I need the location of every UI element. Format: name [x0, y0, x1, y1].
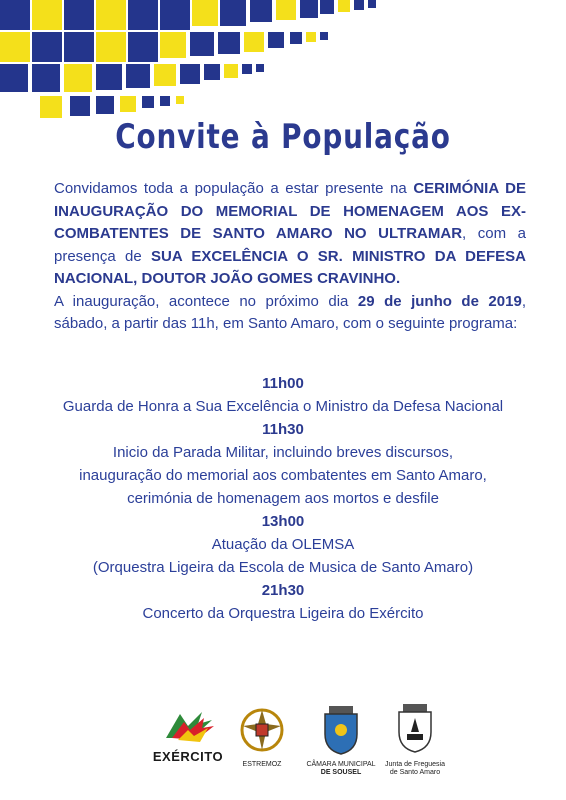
mosaic-square — [306, 32, 316, 42]
program-schedule — [0, 372, 566, 625]
program-line: inauguração do memorial aos combatentes em Santo Amaro, — [79, 467, 487, 484]
intro-text-span: A inauguração, acontece no próximo dia — [54, 292, 358, 310]
intro-paragraph-2 — [54, 291, 526, 336]
sponsor-logos — [0, 700, 566, 800]
program-line: Atuação da OLEMSA — [211, 536, 355, 553]
mosaic-square — [128, 32, 158, 62]
minister-name: SUA EXCELÊNCIA O SR. MINISTRO DA DEFESA NACIONAL, DOUTOR JOÃO GOMES CRAVINHO. — [54, 247, 526, 287]
intro-text-span: , com a presença de — [54, 225, 526, 265]
mosaic-square — [32, 64, 60, 92]
mosaic-square — [220, 0, 246, 26]
mosaic-square — [320, 32, 328, 40]
estremoz-logo — [232, 706, 292, 769]
mosaic-square — [96, 32, 126, 62]
mosaic-square — [128, 0, 158, 30]
mosaic-square — [242, 64, 252, 74]
mosaic-square — [190, 32, 214, 56]
mosaic-square — [96, 96, 114, 114]
mosaic-square — [354, 0, 364, 10]
mosaic-square — [160, 32, 186, 58]
mosaic-square — [96, 64, 122, 90]
junta-label-2: de Santo Amaro — [389, 769, 441, 776]
mosaic-square — [276, 0, 296, 20]
mosaic-square — [244, 32, 264, 52]
sousel-shield-icon — [321, 704, 361, 756]
camara-label-2: DE SOUSEL — [320, 769, 362, 776]
mosaic-square — [40, 96, 62, 118]
program-line: (Orquestra Ligeira da Escola de Musica de Santo Amaro) — [92, 559, 474, 576]
mosaic-square — [204, 64, 220, 80]
mosaic-square — [192, 0, 218, 26]
mosaic-square — [126, 64, 150, 88]
mosaic-square — [320, 0, 334, 14]
mosaic-square — [0, 32, 30, 62]
mosaic-square — [224, 64, 238, 78]
junta-shield-icon — [395, 702, 435, 756]
estremoz-cross-icon — [239, 706, 285, 756]
exercito-emblem-icon — [158, 708, 218, 744]
program-line: Concerto da Orquestra Ligeira do Exército — [142, 605, 424, 622]
program-line: cerimónia de homenagem aos mortos e desfile — [127, 490, 439, 507]
exercito-logo — [148, 708, 228, 764]
mosaic-square — [70, 96, 90, 116]
mosaic-square — [176, 96, 184, 104]
mosaic-square — [160, 0, 190, 30]
mosaic-square — [64, 32, 94, 62]
intro-text — [54, 178, 526, 336]
program-time: 11h30 — [262, 421, 304, 438]
camara-label: CÂMARA MUNICIPAL — [306, 761, 376, 768]
mosaic-square — [32, 32, 62, 62]
intro-paragraph-1 — [54, 178, 526, 291]
event-date: 29 de junho de 2019 — [357, 292, 522, 310]
program-time: 11h00 — [262, 375, 304, 392]
program-item — [0, 579, 566, 625]
camara-sousel-logo — [306, 704, 376, 777]
intro-text-span: Convidamos toda a população a estar presente na — [54, 180, 414, 197]
page-title: Convite à População — [115, 117, 451, 157]
mosaic-square — [160, 96, 170, 106]
mosaic-square — [338, 0, 350, 12]
estremoz-label: ESTREMOZ — [242, 761, 282, 768]
mosaic-square — [368, 0, 376, 8]
program-item — [0, 372, 566, 418]
mosaic-square — [120, 96, 136, 112]
mosaic-square — [142, 96, 154, 108]
intro-text-span: , sábado, a partir das 11h, em Santo Amaro, com o seguinte programa: — [54, 292, 526, 332]
program-time: 13h00 — [261, 513, 305, 530]
junta-freguesia-logo — [380, 702, 450, 777]
mosaic-square — [64, 64, 92, 92]
program-item — [0, 510, 566, 579]
program-line: Inicio da Parada Militar, incluindo breves discursos, — [112, 444, 454, 461]
program-item — [0, 418, 566, 510]
mosaic-square — [218, 32, 240, 54]
mosaic-square — [96, 0, 126, 30]
mosaic-square — [290, 32, 302, 44]
program-time: 21h30 — [261, 582, 305, 599]
mosaic-header-graphic — [0, 0, 566, 130]
mosaic-square — [0, 64, 28, 92]
mosaic-square — [0, 0, 30, 30]
mosaic-square — [250, 0, 272, 22]
exercito-label: EXÉRCITO — [152, 749, 224, 764]
mosaic-square — [64, 0, 94, 30]
junta-label: Junta de Freguesia — [385, 761, 445, 768]
mosaic-square — [268, 32, 284, 48]
mosaic-square — [154, 64, 176, 86]
mosaic-square — [256, 64, 264, 72]
mosaic-square — [180, 64, 200, 84]
program-line: Guarda de Honra a Sua Excelência o Ministro da Defesa Nacional — [62, 398, 504, 415]
mosaic-square — [300, 0, 318, 18]
ceremony-name: CERIMÓNIA DE INAUGURAÇÃO DO MEMORIAL DE HOMENAGEM AOS EX-COMBATENTES DE SANTO AMARO NO ULTRAMAR — [54, 180, 526, 242]
mosaic-square — [32, 0, 62, 30]
